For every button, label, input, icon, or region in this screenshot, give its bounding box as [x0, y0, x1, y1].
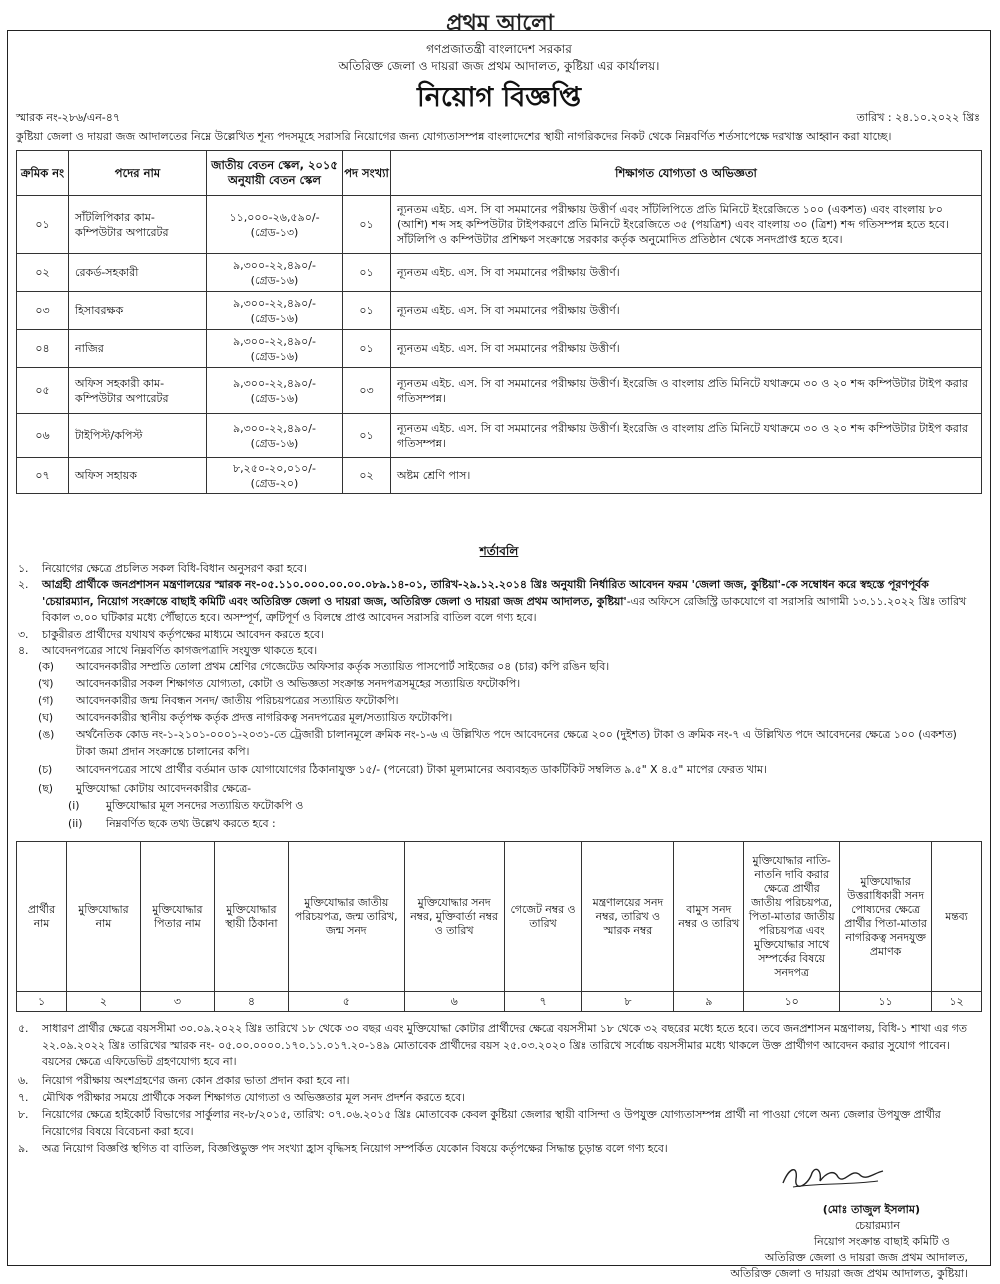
ff-num: ৬ — [404, 992, 504, 1012]
grade-value: (গ্রেড-১৩) — [250, 225, 299, 239]
qualification-cell: অষ্টম শ্রেণি পাস। — [391, 458, 982, 494]
ff-num: ২ — [66, 992, 140, 1012]
condition-3 — [16, 627, 978, 644]
qualification-cell: ন্যূনতম এইচ. এস. সি বা সমমানের পরীক্ষায় উত্তীর্ণ। — [391, 330, 982, 368]
condition-text: আবেদনপত্রের সাথে নিম্নবর্ণিত কাগজপত্রাদি সংযুক্ত থাকতে হবে। — [42, 644, 318, 657]
ff-num: ১ — [17, 992, 67, 1012]
scale-cell — [207, 368, 343, 414]
condition-4-kha — [38, 676, 978, 693]
table-row — [17, 330, 982, 368]
ff-col-8: মন্ত্রণালয়ের সনদ নম্বর, তারিখ ও স্মারক নম্বর — [582, 842, 674, 992]
count-cell: ০১ — [343, 292, 391, 330]
posts-table — [16, 150, 982, 494]
table-row — [17, 368, 982, 414]
condition-4-ka — [38, 659, 978, 676]
sub-number: (খ) — [38, 677, 54, 690]
qualification-cell: ন্যূনতম এইচ. এস. সি বা সমমানের পরীক্ষায় উত্তীর্ণ। ইংরেজি ও বাংলায় প্রতি মিনিটে যথাক্রমে ৩০ ও ২০ শব্দ কম্পিউটার টাইপ করার গতিসম্পন্ন। — [391, 368, 982, 414]
ff-col-12: মন্তব্য — [931, 842, 981, 992]
scale-value: ৯,৩০০-২২,৪৯০/- — [233, 296, 316, 310]
condition-4 — [16, 643, 978, 660]
table-row — [17, 458, 982, 494]
ff-num: ১০ — [744, 992, 840, 1012]
condition-5 — [16, 1021, 978, 1071]
ff-col-6: মুক্তিযোদ্ধার সনদ নম্বর, মুক্তিবার্তা নম্বর ও তারিখ — [404, 842, 504, 992]
sub-number: (i) — [68, 799, 80, 812]
condition-number: ৫. — [18, 1022, 29, 1035]
scale-value: ৯,৩০০-২২,৪৯০/- — [233, 258, 316, 272]
condition-text: নিয়োগের ক্ষেত্রে হাইকোর্ট বিভাগের সার্কুলার নং-৮/২০১৫, তারিখ: ০৭.০৬.২০১৫ খ্রিঃ মোতাবেক কেবল কুষ্টিয়া জেলার স্থায়ী বাসিন্দা ও উপযুক্ত যোগ্যতাসম্পন্ন প্রার্থী না পাওয়া গেলে অন্য জেলার উপযুক্ত প্রার্থীর নিয়োগের বিষয়ে বিবেচনা করা হবে। — [42, 1108, 941, 1138]
condition-number: ৬. — [18, 1074, 29, 1087]
office-header: অতিরিক্ত জেলা ও দায়রা জজ প্রথম আদালত, কুষ্টিয়া এর কার্যালয়। — [338, 59, 660, 73]
govt-header: গণপ্রজাতন্ত্রী বাংলাদেশ সরকার — [426, 42, 572, 56]
condition-7 — [16, 1090, 978, 1107]
col-post-name: পদের নাম — [69, 151, 207, 196]
ff-num: ৪ — [214, 992, 288, 1012]
scale-value: ৯,৩০০-২২,৪৯০/- — [233, 334, 316, 348]
condition-text-bold: আগ্রহী প্রার্থীকে জনপ্রশাসন মন্ত্রণালয়ের স্মারক নং-০৫.১১০.০০০.০০.০০.০৮৯.১৪-০১, তারিখ-২৯.১২.২০১৪ খ্রিঃ অনুযায়ী নির্ধারিত আবেদন ফরম 'জেলা জজ, কুষ্টিয়া'-কে সম্বোধন করে স্বহস্তে পূরণপূর্বক 'চেয়ারম্যান, নিয়োগ সংক্রান্তে বাছাই কমিটি এবং অতিরিক্ত জেলা ও দায়রা জজ, অতিরিক্ত জেলা ও দায়রা জজ প্রথম আদালত, কুষ্টিয়া' — [42, 578, 929, 608]
condition-number: ৪. — [18, 644, 29, 657]
page-title: নিয়োগ বিজ্ঞপ্তি — [416, 82, 582, 113]
condition-9 — [16, 1141, 978, 1158]
sub-text: মুক্তিযোদ্ধা কোটায় আবেদনকারীর ক্ষেত্রে- — [76, 782, 252, 795]
condition-text: সাধারণ প্রার্থীর ক্ষেত্রে বয়সসীমা ৩০.০৯.২০২২ খ্রিঃ তারিখে ১৮ থেকে ৩০ বছর এবং মুক্তিযোদ্ধা কোটার প্রার্থীদের ক্ষেত্রে বয়সসীমা ১৮ থেকে ৩২ বছরের মধ্যে হতে হবে। তবে জনপ্রশাসন মন্ত্রণালয়, বিধি-১ শাখা এর গত ২২.০৯.২০২২ খ্রিঃ তারিখের স্মারক নং- ০৫.০০.০০০০.১৭০.১১.০১৭.২০-১৪৯ মোতাবেক প্রার্থীদের বয়স ২৫.০৩.২০২০ খ্রিঃ তারিখে সর্বোচ্চ বয়সসীমার মধ্যে থাকলে উক্ত প্রার্থীগণ আবেদন করার সুযোগ পাবেন। বয়সের ক্ষেত্রে এফিডেভিট গ্রহণযোগ্য হবে না। — [42, 1022, 967, 1068]
sub-number: (চ) — [38, 763, 53, 776]
sub-number: (গ) — [38, 694, 54, 707]
sub-number: (ঙ) — [38, 728, 55, 741]
serial-cell: ০৭ — [17, 458, 69, 494]
condition-number: ৮. — [18, 1108, 29, 1121]
memo-number: স্মারক নং-২৮৬/এন-৪৭ — [16, 111, 121, 124]
ff-col-4: মুক্তিযোদ্ধার স্থায়ী ঠিকানা — [214, 842, 288, 992]
col-serial: ক্রমিক নং — [17, 151, 69, 196]
condition-6 — [16, 1073, 978, 1090]
posts-table-header — [17, 151, 982, 196]
condition-number: ১. — [18, 562, 29, 575]
signature-image — [778, 1161, 888, 1191]
count-cell: ০১ — [343, 254, 391, 292]
ff-col-3: মুক্তিযোদ্ধার পিতার নাম — [140, 842, 214, 992]
ff-col-2: মুক্তিযোদ্ধার নাম — [66, 842, 140, 992]
grade-value: (গ্রেড-১৬) — [250, 273, 299, 287]
notice-frame — [7, 30, 991, 1280]
ff-col-11: মুক্তিযোদ্ধার উত্তরাধিকারী সনদ পোষ্যদের ক্ষেত্রে প্রার্থীর পিতা-মাতার নাগরিকত্ব সনদযুক্ত প্রমাণক — [840, 842, 932, 992]
scale-value: ৮,২৫০-২০,০১০/- — [233, 461, 316, 475]
condition-number: ৭. — [18, 1091, 29, 1104]
grade-value: (গ্রেড-১৬) — [250, 349, 299, 363]
conditions-heading-text: শর্তাবলি — [479, 544, 519, 558]
condition-4-i — [68, 798, 978, 815]
condition-number: ৩. — [18, 628, 29, 641]
scale-cell — [207, 254, 343, 292]
ff-num: ৮ — [582, 992, 674, 1012]
condition-4-umo — [38, 727, 978, 760]
col-post-count: পদ সংখ্যা — [343, 151, 391, 196]
condition-text: মৌখিক পরীক্ষার সময়ে প্রার্থীকে সকল শিক্ষাগত যোগ্যতা ও অভিজ্ঞতার মূল সনদ প্রদর্শন করতে হবে। — [42, 1091, 466, 1104]
condition-text-rest: -এর অফিসে রেজিস্ট্রি ডাকযোগে বা সরাসরি আগামী ১৩.১১.২০২২ খ্রিঃ তারিখ বিকাল ৩.০০ ঘটিকার মধ্যে পৌঁছাতে হবে। অসম্পূর্ণ, ত্রুটিপূর্ণ ও বিলম্বে প্রাপ্ত আবেদন সরাসরি বাতিল বলে গণ্য হবে। — [42, 594, 967, 624]
newspaper-masthead: প্রথম আলো — [446, 11, 554, 36]
grade-value: (গ্রেড-১৬) — [250, 391, 299, 405]
post-cell: অফিস সহায়ক — [69, 458, 207, 494]
count-cell: ০১ — [343, 414, 391, 458]
sub-text: নিম্নবর্ণিত ছকে তথ্য উল্লেখ করতে হবে : — [106, 817, 276, 830]
scale-cell — [207, 292, 343, 330]
intro-text: কুষ্টিয়া জেলা ও দায়রা জজ আদালতের নিম্নে উল্লেখিত শূন্য পদসমূহে সরাসরি নিয়োগের জন্য যোগ্যতাসম্পন্ন বাংলাদেশের স্থায়ী নাগরিকদের নিকট থেকে নিম্নবর্ণিত শর্তসাপেক্ষে দরখাস্ত আহ্বান করা যাচ্ছে। — [16, 130, 892, 143]
ff-num: ৩ — [140, 992, 214, 1012]
qualification-cell: ন্যূনতম এইচ. এস. সি বা সমমানের পরীক্ষায় উত্তীর্ণ। — [391, 292, 982, 330]
ff-col-1: প্রার্থীর নাম — [17, 842, 67, 992]
grade-value: (গ্রেড-১৬) — [250, 311, 299, 325]
count-cell: ০১ — [343, 330, 391, 368]
col-pay-scale: জাতীয় বেতন স্কেল, ২০১৫ অনুযায়ী বেতন স্কেল — [207, 151, 343, 196]
ff-num: ৭ — [504, 992, 582, 1012]
condition-number: ৯. — [18, 1142, 29, 1155]
signatory-court: অতিরিক্ত জেলা ও দায়রা জজ প্রথম আদালত, — [764, 1251, 968, 1264]
condition-1 — [16, 561, 978, 578]
post-cell: নাজির — [69, 330, 207, 368]
serial-cell: ০৫ — [17, 368, 69, 414]
ff-num: ৯ — [674, 992, 744, 1012]
condition-4-ga — [38, 693, 978, 710]
sub-text: আবেদনকারীর সকল শিক্ষাগত যোগ্যতা, কোটা ও অভিজ্ঞতা সংক্রান্ত সনদপত্রসমূহের সত্যায়িত ফটোকপি। — [76, 677, 521, 690]
ff-num: ১১ — [840, 992, 932, 1012]
condition-4-chha — [38, 781, 978, 798]
condition-text: নিয়োগের ক্ষেত্রে প্রচলিত সকল বিধি-বিধান অনুসরণ করা হবে। — [42, 562, 307, 575]
scale-cell — [207, 196, 343, 254]
sub-number: (ii) — [68, 817, 83, 830]
serial-cell: ০২ — [17, 254, 69, 292]
sub-number: (ক) — [38, 660, 54, 673]
scale-value: ৯,৩০০-২২,৪৯০/- — [233, 376, 316, 390]
qualification-cell: ন্যূনতম এইচ. এস. সি বা সমমানের পরীক্ষায় উত্তীর্ণ। ইংরেজি ও বাংলায় প্রতি মিনিটে যথাক্রমে ৩০ ও ২০ শব্দ কম্পিউটার টাইপ করার গতিসম্পন্ন। — [391, 414, 982, 458]
sub-text: আবেদনকারীর সম্প্রতি তোলা প্রথম শ্রেণির গেজেটেড অফিসার কর্তৃক সত্যায়িত পাসপোর্ট সাইজের ০৪ (চার) কপি রঙিন ছবি। — [76, 660, 610, 673]
condition-2 — [16, 577, 978, 627]
grade-value: (গ্রেড-২০) — [250, 476, 299, 490]
scale-value: ৯,৩০০-২২,৪৯০/- — [233, 421, 316, 435]
col-qualification: শিক্ষাগত যোগ্যতা ও অভিজ্ঞতা — [391, 151, 982, 196]
freedom-fighter-table — [16, 841, 982, 1012]
condition-4-cha — [38, 762, 978, 779]
serial-cell: ০৩ — [17, 292, 69, 330]
notice-date: তারিখ : ২৪.১০.২০২২ খ্রিঃ — [856, 111, 980, 124]
condition-4-ii — [68, 816, 978, 833]
sub-text: আবেদনপত্রের সাথে প্রার্থীর বর্তমান ডাক যোগাযোগের ঠিকানাযুক্ত ১৫/- (পনেরো) টাকা মূল্যমানের অব্যবহৃত ডাকটিকিট সম্বলিত ৯.৫" X ৪.৫" মাপের ফেরত খাম। — [76, 763, 767, 776]
scale-cell — [207, 330, 343, 368]
conditions-heading — [8, 543, 990, 563]
sub-text: আবেদনকারীর জন্ম নিবন্ধন সনদ/ জাতীয় পরিচয়পত্রের সত্যায়িত ফটোকপি। — [76, 694, 399, 707]
condition-8 — [16, 1107, 978, 1140]
post-cell: টাইপিস্ট/কপিস্ট — [69, 414, 207, 458]
scale-value: ১১,০০০-২৬,৫৯০/- — [229, 210, 320, 224]
signatory-committee: নিয়োগ সংক্রান্ত বাছাই কমিটি ও — [813, 1235, 950, 1248]
qualification-cell: ন্যূনতম এইচ. এস. সি বা সমমানের পরীক্ষায় উত্তীর্ণ। — [391, 254, 982, 292]
ff-col-7: গেজেট নম্বর ও তারিখ — [504, 842, 582, 992]
table-row — [17, 292, 982, 330]
count-cell: ০২ — [343, 458, 391, 494]
ff-col-10: মুক্তিযোদ্ধার নাতি-নাতনি দাবি করার ক্ষেত্রে প্রার্থীর জাতীয় পরিচয়পত্র, পিতা-মাতার জাতীয় পরিচয়পত্র এবং মুক্তিযোদ্ধার সাথে সম্পর্কের বিষয়ে সনদপত্র — [744, 842, 840, 992]
post-cell: রেকর্ড-সহকারী — [69, 254, 207, 292]
sub-number: (ছ) — [38, 782, 53, 795]
serial-cell: ০১ — [17, 196, 69, 254]
grade-value: (গ্রেড-১৬) — [250, 436, 299, 450]
condition-4-gha — [38, 710, 978, 727]
post-cell: অফিস সহকারী কাম-কম্পিউটার অপারেটর — [69, 368, 207, 414]
condition-number: ২. — [18, 578, 29, 591]
ff-col-5: মুক্তিযোদ্ধার জাতীয় পরিচয়পত্র, জন্ম তারিখ, জন্ম সনদ — [288, 842, 404, 992]
signatory-title: চেয়ারম্যান — [854, 1219, 900, 1232]
ff-table-numbers — [17, 992, 982, 1012]
ff-table-header — [17, 842, 982, 992]
condition-text: অত্র নিয়োগ বিজ্ঞপ্তি স্থগিত বা বাতিল, বিজ্ঞপ্তিভুক্ত পদ সংখ্যা হ্রাস বৃদ্ধিসহ নিয়োগ সম্পর্কিত যেকোন বিষয়ে কর্তৃপক্ষের সিদ্ধান্ত চূড়ান্ত বলে গণ্য হবে। — [42, 1142, 668, 1155]
serial-cell: ০৪ — [17, 330, 69, 368]
condition-text — [42, 577, 978, 627]
serial-cell: ০৬ — [17, 414, 69, 458]
condition-text: নিয়োগ পরীক্ষায় অংশগ্রহণের জন্য কোন প্রকার ভাতা প্রদান করা হবে না। — [42, 1074, 350, 1087]
scale-cell — [207, 414, 343, 458]
post-cell: হিসাবরক্ষক — [69, 292, 207, 330]
sub-text: অর্থনৈতিক কোড নং-১-২১০১-০০০১-২০৩১-তে ট্রেজারী চালানমূলে ক্রমিক নং-১-৬ এ উল্লিখিত পদে আবেদনের ক্ষেত্রে ২০০ (দুইশত) টাকা ও ক্রমিক নং-৭ এ উল্লিখিত পদে আবেদনের ক্ষেত্রে ১০০ (একশত) টাকা জমা প্রদান সংক্রান্তে চালানের কপি। — [76, 728, 957, 758]
count-cell: ০১ — [343, 196, 391, 254]
signatory-court-full: অতিরিক্ত জেলা ও দায়রা জজ প্রথম আদালত, কুষ্টিয়া। — [730, 1267, 968, 1280]
ff-num: ১২ — [931, 992, 981, 1012]
table-row — [17, 196, 982, 254]
count-cell: ০৩ — [343, 368, 391, 414]
scale-cell — [207, 458, 343, 494]
table-row — [17, 254, 982, 292]
qualification-cell: ন্যূনতম এইচ. এস. সি বা সমমানের পরীক্ষায় উত্তীর্ণ এবং সাঁটলিপিতে প্রতি মিনিটে ইংরেজিতে ১০০ (একশত) এবং বাংলায় ৮০ (আশি) শব্দ সহ কম্পিউটার টাইপকরণে প্রতি মিনিটে ইংরেজিতে ৩৫ (পয়ত্রিশ) এবং বাংলায় ৩০ (ত্রিশ) শব্দ গতিসম্পন্ন হতে হবে। সাঁটলিপি ও কম্পিউটার প্রশিক্ষণ সংক্রান্তে সরকার কর্তৃক অনুমোদিত প্রতিষ্ঠান থেকে সনদপ্রাপ্ত হতে হবে। — [391, 196, 982, 254]
ff-col-9: বামুস সনদ নম্বর ও তারিখ — [674, 842, 744, 992]
sub-number: (ঘ) — [38, 711, 54, 724]
sub-text: মুক্তিযোদ্ধার মূল সনদের সত্যায়িত ফটোকপি ও — [106, 799, 304, 812]
table-row — [17, 414, 982, 458]
signatory-name-text: (মোঃ তাজুল ইসলাম) — [822, 1203, 920, 1216]
ff-num: ৫ — [288, 992, 404, 1012]
condition-text: চাকুরীরত প্রার্থীদের যথাযথ কর্তৃপক্ষের মাধ্যমে আবেদন করতে হবে। — [42, 628, 324, 641]
post-cell: সাঁটলিপিকার কাম-কম্পিউটার অপারেটর — [69, 196, 207, 254]
sub-text: আবেদনকারীর স্থানীয় কর্তৃপক্ষ কর্তৃক প্রদত্ত নাগরিকত্ব সনদপত্রের মূল/সত্যায়িত ফটোকপি। — [76, 711, 453, 724]
